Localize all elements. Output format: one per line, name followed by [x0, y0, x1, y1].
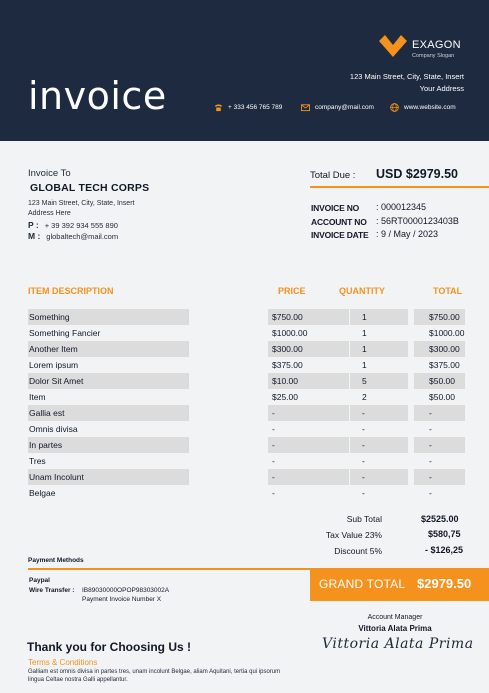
row-description: Tres	[29, 456, 46, 466]
row-description: In partes	[29, 440, 63, 450]
terms-text-line2: lingua Celtae nostra Galli appellantur.	[28, 677, 128, 683]
invoice-no-value: : 000012345	[376, 202, 427, 212]
row-cell-background	[268, 469, 349, 485]
row-total: $50.00	[429, 376, 455, 386]
row-description: Lorem ipsum	[29, 360, 79, 370]
row-cell-background	[414, 453, 465, 469]
row-quantity: 2	[362, 392, 367, 402]
mail-icon	[301, 103, 310, 112]
row-cell-background	[268, 437, 349, 453]
row-total: -	[429, 408, 432, 418]
row-quantity: 1	[362, 328, 367, 338]
wire-transfer-reference: Payment Invoice Number X	[82, 596, 162, 603]
row-cell-background	[414, 421, 465, 437]
row-total: $750.00	[429, 312, 460, 322]
invoice-to-label: Invoice To	[28, 168, 71, 179]
table-row	[28, 373, 465, 389]
total-due-value: USD $2979.50	[376, 167, 459, 181]
total-due-label: Total Due :	[310, 170, 356, 181]
row-quantity: 1	[362, 344, 367, 354]
email-address: company@mail.com	[315, 104, 374, 111]
row-cell-background	[414, 469, 465, 485]
row-cell-background	[350, 469, 408, 485]
row-description: Unam Incolunt	[29, 472, 84, 482]
grand-total-label: GRAND TOTAL	[319, 577, 406, 591]
row-cell-background	[350, 309, 408, 325]
total-due-divider	[310, 186, 489, 188]
client-address-line1: 123 Main Street, City, State, Insert	[28, 200, 135, 207]
payment-methods-title: Payment Methods	[28, 557, 84, 564]
row-price: -	[272, 408, 275, 418]
row-cell-background	[350, 373, 408, 389]
row-price: $10.00	[272, 376, 298, 386]
discount-label: Discount 5%	[334, 546, 382, 556]
row-cell-background	[350, 485, 408, 501]
table-row	[28, 469, 465, 485]
row-price: $750.00	[272, 312, 303, 322]
tax-value: $580,75	[428, 529, 461, 539]
row-cell-background	[268, 485, 349, 501]
row-cell-background	[350, 341, 408, 357]
row-total: -	[429, 472, 432, 482]
row-price: -	[272, 424, 275, 434]
company-name: EXAGON	[412, 39, 461, 51]
grand-total-box	[310, 568, 489, 601]
client-email-value: globaltech@mail.com	[46, 232, 119, 241]
phone-icon	[214, 103, 223, 112]
row-quantity: 1	[362, 312, 367, 322]
row-quantity: -	[362, 472, 365, 482]
row-description: Something	[29, 312, 70, 322]
row-total: -	[429, 456, 432, 466]
col-header-price: PRICE	[278, 286, 306, 296]
row-cell-background	[414, 437, 465, 453]
account-manager-name: Vittoria Alata Prima	[358, 624, 432, 633]
row-total: $300.00	[429, 344, 460, 354]
company-slogan: Company Slogan	[412, 53, 455, 59]
row-quantity: -	[362, 408, 365, 418]
table-row	[28, 453, 465, 469]
row-cell-background	[268, 421, 349, 437]
row-price: $25.00	[272, 392, 298, 402]
terms-text-line1: Galliam est omnis divisa in partes tres, unam incolunt Belgae, aliam Aquitani, tertia qui ipsorum	[28, 669, 281, 675]
terms-title: Terms & Conditions	[28, 658, 98, 667]
table-row	[28, 325, 465, 341]
client-phone	[28, 220, 118, 230]
row-price: $300.00	[272, 344, 303, 354]
row-total: $375.00	[429, 360, 460, 370]
company-address-line1: 123 Main Street, City, State, Insert	[349, 72, 464, 81]
company-address-line2: Your Address	[419, 84, 464, 93]
col-header-description: ITEM DESCRIPTION	[28, 286, 114, 296]
row-description: Something Fancier	[29, 328, 101, 338]
row-description: Dolor Sit Amet	[29, 376, 84, 386]
thank-you-message: Thank you for Choosing Us !	[27, 640, 191, 654]
phone-number: + 333 456 765 789	[228, 104, 283, 111]
row-cell-background	[350, 437, 408, 453]
row-cell-background	[350, 357, 408, 373]
signature: Vittoria Alata Prima	[322, 636, 474, 652]
payment-divider	[28, 568, 310, 570]
account-manager-label: Account Manager	[367, 614, 423, 621]
client-email-label: M :	[28, 231, 41, 241]
table-row	[28, 485, 465, 501]
row-description: Gallia est	[29, 408, 65, 418]
row-cell-background	[350, 325, 408, 341]
row-cell-background	[28, 389, 189, 405]
wire-transfer-label: Wire Transfer :	[29, 587, 75, 594]
subtotal-value: $2525.00	[421, 514, 459, 524]
invoice-date-label: INVOICE DATE	[311, 230, 369, 240]
row-price: -	[272, 440, 275, 450]
invoice-header	[0, 0, 489, 141]
client-email	[28, 231, 118, 241]
row-cell-background	[414, 405, 465, 421]
row-price: -	[272, 472, 275, 482]
contact-website	[390, 103, 456, 112]
contact-phone	[214, 103, 282, 112]
client-phone-label: P :	[28, 220, 39, 230]
row-quantity: 1	[362, 360, 367, 370]
website-url: www.website.com	[404, 104, 456, 111]
wire-transfer-code: IB89030000OPOP98303002A	[82, 587, 170, 594]
row-total: -	[429, 424, 432, 434]
row-price: -	[272, 456, 275, 466]
col-header-total: TOTAL	[433, 286, 463, 296]
row-price: -	[272, 488, 275, 498]
table-row	[28, 389, 465, 405]
row-cell-background	[414, 485, 465, 501]
row-quantity: 5	[362, 376, 367, 386]
subtotal-label: Sub Total	[346, 514, 382, 524]
row-quantity: -	[362, 440, 365, 450]
row-cell-background	[350, 421, 408, 437]
row-total: $50.00	[429, 392, 455, 402]
row-total: $1000.00	[429, 328, 465, 338]
row-price: $375.00	[272, 360, 303, 370]
col-header-quantity: QUANTITY	[339, 286, 385, 296]
row-description: Item	[29, 392, 46, 402]
invoice-no-label: INVOICE NO	[311, 203, 360, 213]
discount-value: - $126,25	[425, 545, 464, 555]
row-price: $1000.00	[272, 328, 308, 338]
globe-icon	[390, 103, 399, 112]
account-no-value: : 56RT0000123403B	[376, 216, 459, 226]
row-cell-background	[268, 405, 349, 421]
client-phone-value: + 39 392 934 555 890	[44, 221, 118, 230]
table-row	[28, 309, 465, 325]
account-no-label: ACCOUNT NO	[311, 217, 367, 227]
row-cell-background	[28, 453, 189, 469]
row-quantity: -	[362, 456, 365, 466]
contact-email	[301, 103, 374, 112]
row-description: Another Item	[29, 344, 78, 354]
row-quantity: -	[362, 488, 365, 498]
row-cell-background	[350, 453, 408, 469]
row-total: -	[429, 488, 432, 498]
tax-label: Tax Value 23%	[325, 530, 382, 540]
row-quantity: -	[362, 424, 365, 434]
grand-total-value: $2979.50	[417, 576, 472, 591]
table-row	[28, 421, 465, 437]
row-description: Belgae	[29, 488, 56, 498]
table-row	[28, 405, 465, 421]
table-row	[28, 437, 465, 453]
row-total: -	[429, 440, 432, 450]
row-cell-background	[350, 389, 408, 405]
table-row	[28, 341, 465, 357]
page-title: invoice	[28, 74, 167, 118]
table-row	[28, 357, 465, 373]
payment-method-paypal: Paypal	[29, 577, 50, 584]
logo-icon	[379, 35, 407, 57]
client-name: GLOBAL TECH CORPS	[30, 182, 150, 194]
row-description: Omnis divisa	[29, 424, 78, 434]
row-cell-background	[268, 453, 349, 469]
invoice-date-value: : 9 / May / 2023	[376, 229, 439, 239]
client-address-line2: Address Here	[28, 210, 71, 217]
row-cell-background	[350, 405, 408, 421]
